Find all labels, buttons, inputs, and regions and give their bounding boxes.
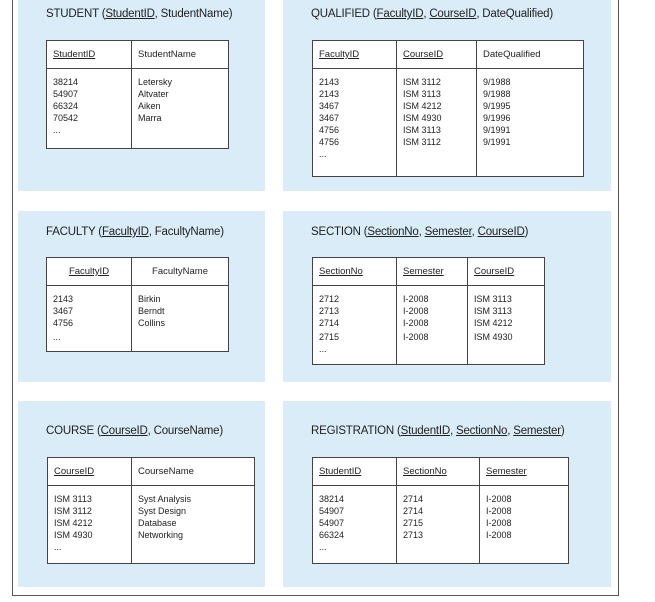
table-cell: 38214 bbox=[319, 494, 345, 504]
table-cell: ISM 4930 bbox=[474, 332, 513, 342]
table-cell: ISM 4212 bbox=[474, 318, 513, 328]
registration-table bbox=[312, 457, 569, 564]
table-cell: ... bbox=[54, 542, 62, 552]
table-cell: ... bbox=[319, 149, 327, 159]
table-cell: Berndt bbox=[138, 306, 165, 316]
table-cell: Aiken bbox=[138, 101, 161, 111]
student-table bbox=[46, 40, 229, 149]
student-header-studentname: StudentName bbox=[138, 49, 197, 60]
table-cell: ... bbox=[319, 344, 327, 354]
table-cell: 2714 bbox=[403, 506, 424, 516]
table-cell: 9/1988 bbox=[483, 77, 511, 87]
table-cell: 66324 bbox=[319, 530, 345, 540]
course-header-coursename: CourseName bbox=[138, 466, 194, 477]
table-cell: I-2008 bbox=[403, 294, 429, 304]
table-cell: ... bbox=[319, 542, 327, 552]
table-cell: 2143 bbox=[53, 294, 74, 304]
course-table bbox=[47, 457, 255, 564]
qualified-header-datequalified: DateQualified bbox=[483, 49, 541, 60]
faculty-title: FACULTY (FacultyID, FacultyName) bbox=[46, 226, 224, 238]
table-cell: Syst Analysis bbox=[138, 494, 192, 504]
table-cell: ISM 3113 bbox=[403, 125, 441, 135]
registration-panel bbox=[283, 401, 611, 587]
student-key-studentid: StudentID bbox=[105, 8, 155, 20]
table-cell: I-2008 bbox=[403, 306, 429, 316]
table-cell: ISM 3112 bbox=[403, 77, 441, 87]
table-cell: I-2008 bbox=[486, 494, 512, 504]
table-cell: Marra bbox=[138, 113, 162, 123]
table-cell: ... bbox=[53, 332, 61, 342]
table-cell: I-2008 bbox=[486, 506, 512, 516]
table-cell: I-2008 bbox=[486, 530, 512, 540]
table-cell: ISM 4930 bbox=[403, 113, 442, 123]
table-cell: Collins bbox=[138, 318, 166, 328]
student-col-studentid bbox=[47, 41, 131, 148]
table-cell: 2143 bbox=[319, 89, 340, 99]
table-cell: 3467 bbox=[53, 306, 74, 316]
table-cell: Letersky bbox=[138, 77, 173, 87]
table-cell: Networking bbox=[138, 530, 184, 540]
faculty-header-facultyid: FacultyID bbox=[68, 266, 110, 277]
table-cell: 54907 bbox=[53, 89, 79, 99]
table-cell: 2714 bbox=[403, 494, 424, 504]
course-panel bbox=[18, 401, 265, 587]
table-cell: 3467 bbox=[319, 113, 340, 123]
qualified-header-courseid: CourseID bbox=[403, 49, 444, 60]
table-cell: I-2008 bbox=[486, 518, 512, 528]
faculty-header-facultyname: FacultyName bbox=[152, 266, 208, 277]
table-cell: ... bbox=[53, 125, 61, 135]
table-cell: 2713 bbox=[319, 306, 340, 316]
table-cell: 54907 bbox=[319, 518, 345, 528]
table-cell: 2143 bbox=[319, 77, 340, 87]
section-panel bbox=[283, 211, 611, 382]
student-header-studentid: StudentID bbox=[53, 49, 96, 60]
section-header-courseid: CourseID bbox=[474, 266, 515, 277]
table-cell: Syst Design bbox=[138, 506, 187, 516]
table-cell: 9/1991 bbox=[483, 125, 511, 135]
qualified-table bbox=[312, 40, 584, 177]
table-cell: ISM 3112 bbox=[403, 137, 441, 147]
student-panel bbox=[18, 0, 265, 191]
table-cell: 9/1995 bbox=[483, 101, 511, 111]
table-cell: 9/1988 bbox=[483, 89, 511, 99]
table-cell: ISM 3113 bbox=[474, 306, 512, 316]
table-cell: 4756 bbox=[319, 137, 340, 147]
table-cell: Birkin bbox=[138, 294, 161, 304]
table-cell: ISM 3113 bbox=[403, 89, 441, 99]
section-header-semester: Semester bbox=[403, 266, 444, 277]
table-cell: I-2008 bbox=[403, 332, 429, 342]
section-table bbox=[312, 257, 545, 365]
registration-title: REGISTRATION (StudentID, SectionNo, Semester) bbox=[311, 425, 565, 437]
faculty-panel bbox=[18, 211, 265, 382]
table-cell: ISM 3112 bbox=[54, 506, 92, 516]
course-header-courseid: CourseID bbox=[54, 466, 95, 477]
table-cell: 38214 bbox=[53, 77, 79, 87]
table-cell: 3467 bbox=[319, 101, 340, 111]
section-header-sectionno: SectionNo bbox=[319, 266, 363, 277]
registration-header-studentid: StudentID bbox=[319, 466, 362, 477]
table-cell: ISM 4212 bbox=[54, 518, 93, 528]
table-cell: 70542 bbox=[53, 113, 79, 123]
table-cell: 2715 bbox=[319, 332, 340, 342]
registration-header-sectionno: SectionNo bbox=[403, 466, 447, 477]
student-col-studentname bbox=[131, 41, 228, 148]
section-title: SECTION (SectionNo, Semester, CourseID) bbox=[311, 226, 529, 238]
table-cell: 2712 bbox=[319, 294, 340, 304]
table-cell: ISM 4930 bbox=[54, 530, 93, 540]
qualified-header-facultyid: FacultyID bbox=[319, 49, 360, 60]
table-cell: 4756 bbox=[319, 125, 340, 135]
table-cell: 9/1991 bbox=[483, 137, 511, 147]
student-title: STUDENT (StudentID, StudentName) bbox=[46, 8, 233, 20]
table-cell: ISM 3113 bbox=[54, 494, 92, 504]
table-cell: 54907 bbox=[319, 506, 345, 516]
table-cell: Altvater bbox=[138, 89, 169, 99]
table-cell: 2713 bbox=[403, 530, 424, 540]
table-cell: 66324 bbox=[53, 101, 79, 111]
table-cell: ISM 4212 bbox=[403, 101, 442, 111]
table-cell: Database bbox=[138, 518, 177, 528]
table-cell: 4756 bbox=[53, 318, 74, 328]
table-cell: 2715 bbox=[403, 518, 424, 528]
table-cell: I-2008 bbox=[403, 318, 429, 328]
qualified-panel bbox=[283, 0, 611, 191]
qualified-title: QUALIFIED (FacultyID, CourseID, DateQualified) bbox=[311, 8, 554, 20]
faculty-table bbox=[46, 257, 229, 352]
course-title: COURSE (CourseID, CourseName) bbox=[46, 425, 223, 437]
table-cell: 2714 bbox=[319, 318, 340, 328]
registration-header-semester: Semester bbox=[486, 466, 527, 477]
table-cell: 9/1996 bbox=[483, 113, 511, 123]
table-cell: ISM 3113 bbox=[474, 294, 512, 304]
